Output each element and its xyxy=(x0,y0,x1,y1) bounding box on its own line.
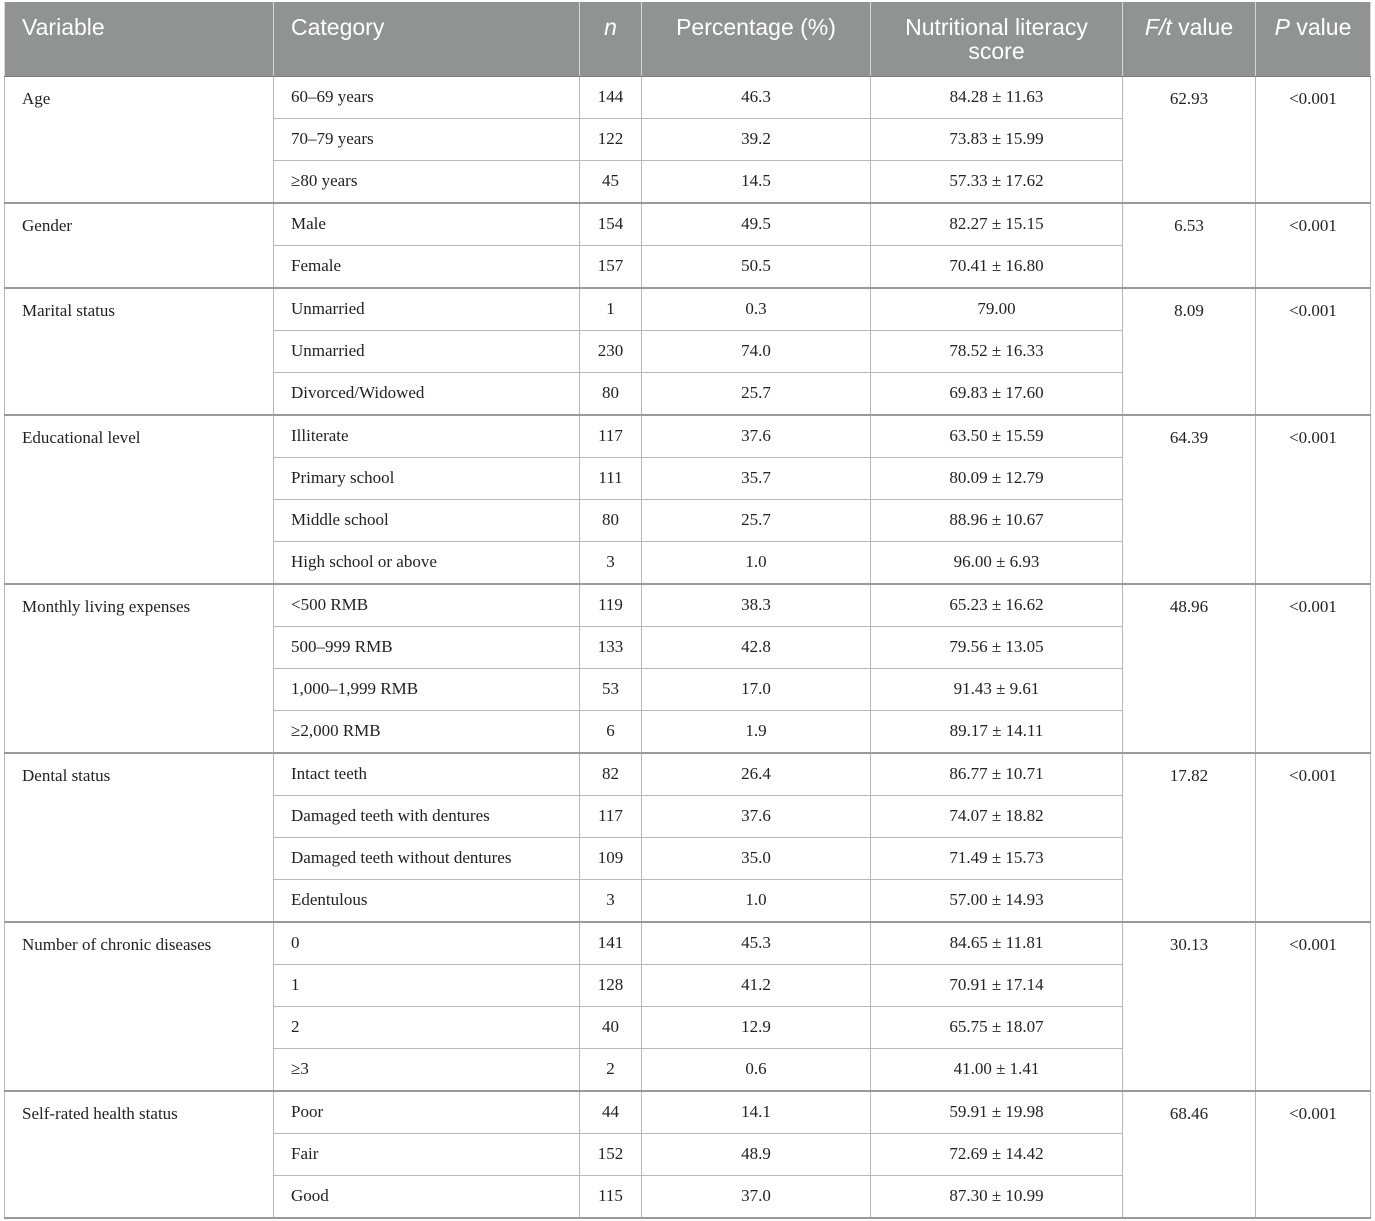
p-value-cell: <0.001 xyxy=(1256,753,1371,922)
p-value-cell: <0.001 xyxy=(1256,288,1371,415)
n-cell: 230 xyxy=(580,330,642,372)
category-cell: ≥3 xyxy=(274,1048,580,1091)
variable-cell: Age xyxy=(5,76,274,203)
score-cell: 79.00 xyxy=(871,288,1123,331)
category-cell: 2 xyxy=(274,1006,580,1048)
variable-cell: Self-rated health status xyxy=(5,1091,274,1218)
table-row xyxy=(5,415,1371,458)
n-cell: 115 xyxy=(580,1175,642,1218)
category-cell: Fair xyxy=(274,1133,580,1175)
n-cell: 109 xyxy=(580,837,642,879)
n-cell: 117 xyxy=(580,415,642,458)
category-cell: 60–69 years xyxy=(274,76,580,118)
score-cell: 84.65 ± 11.81 xyxy=(871,922,1123,965)
n-cell: 152 xyxy=(580,1133,642,1175)
variable-cell: Monthly living expenses xyxy=(5,584,274,753)
percentage-cell: 74.0 xyxy=(642,330,871,372)
score-cell: 57.00 ± 14.93 xyxy=(871,879,1123,922)
group-educational-level xyxy=(5,415,1371,584)
f-t-value-cell: 68.46 xyxy=(1123,1091,1256,1218)
n-cell: 144 xyxy=(580,76,642,118)
header-ft-suffix: value xyxy=(1171,14,1234,40)
n-cell: 122 xyxy=(580,118,642,160)
n-cell: 80 xyxy=(580,499,642,541)
category-cell: 1,000–1,999 RMB xyxy=(274,668,580,710)
score-cell: 71.49 ± 15.73 xyxy=(871,837,1123,879)
n-cell: 154 xyxy=(580,203,642,246)
n-cell: 44 xyxy=(580,1091,642,1134)
category-cell: Good xyxy=(274,1175,580,1218)
category-cell: <500 RMB xyxy=(274,584,580,627)
n-cell: 3 xyxy=(580,541,642,584)
p-value-cell: <0.001 xyxy=(1256,922,1371,1091)
percentage-cell: 49.5 xyxy=(642,203,871,246)
n-cell: 119 xyxy=(580,584,642,627)
n-cell: 128 xyxy=(580,964,642,1006)
variable-cell: Gender xyxy=(5,203,274,288)
table-row xyxy=(5,203,1371,246)
variable-cell: Educational level xyxy=(5,415,274,584)
n-cell: 111 xyxy=(580,457,642,499)
score-cell: 73.83 ± 15.99 xyxy=(871,118,1123,160)
group-dental-status xyxy=(5,753,1371,922)
group-gender xyxy=(5,203,1371,288)
table-header xyxy=(5,2,1371,76)
n-cell: 53 xyxy=(580,668,642,710)
variable-cell: Number of chronic diseases xyxy=(5,922,274,1091)
n-cell: 3 xyxy=(580,879,642,922)
header-n xyxy=(580,2,642,76)
nutritional-literacy-table xyxy=(4,2,1371,1219)
percentage-cell: 41.2 xyxy=(642,964,871,1006)
category-cell: Edentulous xyxy=(274,879,580,922)
n-cell: 141 xyxy=(580,922,642,965)
category-cell: 0 xyxy=(274,922,580,965)
score-cell: 65.75 ± 18.07 xyxy=(871,1006,1123,1048)
header-n-label: n xyxy=(604,14,617,40)
category-cell: Female xyxy=(274,245,580,288)
f-t-value-cell: 30.13 xyxy=(1123,922,1256,1091)
percentage-cell: 14.1 xyxy=(642,1091,871,1134)
category-cell: Poor xyxy=(274,1091,580,1134)
category-cell: ≥80 years xyxy=(274,160,580,203)
score-cell: 63.50 ± 15.59 xyxy=(871,415,1123,458)
score-cell: 86.77 ± 10.71 xyxy=(871,753,1123,796)
category-cell: Unmarried xyxy=(274,288,580,331)
score-cell: 72.69 ± 14.42 xyxy=(871,1133,1123,1175)
table-row xyxy=(5,584,1371,627)
category-cell: Male xyxy=(274,203,580,246)
n-cell: 82 xyxy=(580,753,642,796)
percentage-cell: 25.7 xyxy=(642,499,871,541)
percentage-cell: 37.0 xyxy=(642,1175,871,1218)
variable-cell: Dental status xyxy=(5,753,274,922)
percentage-cell: 1.9 xyxy=(642,710,871,753)
n-cell: 1 xyxy=(580,288,642,331)
percentage-cell: 1.0 xyxy=(642,541,871,584)
header-p-value xyxy=(1256,2,1371,76)
category-cell: Damaged teeth with dentures xyxy=(274,795,580,837)
f-t-value-cell: 62.93 xyxy=(1123,76,1256,203)
category-cell: 500–999 RMB xyxy=(274,626,580,668)
score-cell: 70.41 ± 16.80 xyxy=(871,245,1123,288)
score-cell: 82.27 ± 15.15 xyxy=(871,203,1123,246)
category-cell: ≥2,000 RMB xyxy=(274,710,580,753)
percentage-cell: 50.5 xyxy=(642,245,871,288)
category-cell: Damaged teeth without dentures xyxy=(274,837,580,879)
table-row xyxy=(5,753,1371,796)
group-self-rated-health-status xyxy=(5,1091,1371,1218)
score-cell: 70.91 ± 17.14 xyxy=(871,964,1123,1006)
percentage-cell: 26.4 xyxy=(642,753,871,796)
header-nutritional-literacy-score: Nutritional literacy score xyxy=(871,2,1123,76)
category-cell: Intact teeth xyxy=(274,753,580,796)
n-cell: 157 xyxy=(580,245,642,288)
percentage-cell: 48.9 xyxy=(642,1133,871,1175)
percentage-cell: 35.7 xyxy=(642,457,871,499)
score-cell: 69.83 ± 17.60 xyxy=(871,372,1123,415)
percentage-cell: 45.3 xyxy=(642,922,871,965)
category-cell: Middle school xyxy=(274,499,580,541)
percentage-cell: 1.0 xyxy=(642,879,871,922)
score-cell: 74.07 ± 18.82 xyxy=(871,795,1123,837)
p-value-cell: <0.001 xyxy=(1256,584,1371,753)
header-ft-symbol: F/t xyxy=(1144,14,1172,40)
table-row xyxy=(5,288,1371,331)
n-cell: 80 xyxy=(580,372,642,415)
table-row xyxy=(5,1091,1371,1134)
score-cell: 79.56 ± 13.05 xyxy=(871,626,1123,668)
category-cell: Primary school xyxy=(274,457,580,499)
table-row xyxy=(5,76,1371,118)
p-value-cell: <0.001 xyxy=(1256,415,1371,584)
percentage-cell: 17.0 xyxy=(642,668,871,710)
score-cell: 96.00 ± 6.93 xyxy=(871,541,1123,584)
score-cell: 59.91 ± 19.98 xyxy=(871,1091,1123,1134)
score-cell: 41.00 ± 1.41 xyxy=(871,1048,1123,1091)
variable-cell: Marital status xyxy=(5,288,274,415)
category-cell: High school or above xyxy=(274,541,580,584)
score-cell: 89.17 ± 14.11 xyxy=(871,710,1123,753)
category-cell: Illiterate xyxy=(274,415,580,458)
score-cell: 65.23 ± 16.62 xyxy=(871,584,1123,627)
percentage-cell: 37.6 xyxy=(642,415,871,458)
category-cell: Unmarried xyxy=(274,330,580,372)
score-cell: 91.43 ± 9.61 xyxy=(871,668,1123,710)
group-number-of-chronic-diseases xyxy=(5,922,1371,1091)
n-cell: 6 xyxy=(580,710,642,753)
percentage-cell: 25.7 xyxy=(642,372,871,415)
group-age xyxy=(5,76,1371,203)
n-cell: 133 xyxy=(580,626,642,668)
score-cell: 78.52 ± 16.33 xyxy=(871,330,1123,372)
p-value-cell: <0.001 xyxy=(1256,1091,1371,1218)
header-percentage: Percentage (%) xyxy=(642,2,871,76)
n-cell: 2 xyxy=(580,1048,642,1091)
category-cell: Divorced/Widowed xyxy=(274,372,580,415)
score-cell: 87.30 ± 10.99 xyxy=(871,1175,1123,1218)
percentage-cell: 0.3 xyxy=(642,288,871,331)
table-row xyxy=(5,922,1371,965)
percentage-cell: 12.9 xyxy=(642,1006,871,1048)
header-variable: Variable xyxy=(5,2,274,76)
category-cell: 70–79 years xyxy=(274,118,580,160)
group-monthly-living-expenses xyxy=(5,584,1371,753)
p-value-cell: <0.001 xyxy=(1256,203,1371,288)
percentage-cell: 0.6 xyxy=(642,1048,871,1091)
f-t-value-cell: 17.82 xyxy=(1123,753,1256,922)
f-t-value-cell: 8.09 xyxy=(1123,288,1256,415)
percentage-cell: 35.0 xyxy=(642,837,871,879)
f-t-value-cell: 48.96 xyxy=(1123,584,1256,753)
score-cell: 88.96 ± 10.67 xyxy=(871,499,1123,541)
n-cell: 40 xyxy=(580,1006,642,1048)
n-cell: 45 xyxy=(580,160,642,203)
score-cell: 80.09 ± 12.79 xyxy=(871,457,1123,499)
header-f-t-value xyxy=(1123,2,1256,76)
percentage-cell: 39.2 xyxy=(642,118,871,160)
score-cell: 57.33 ± 17.62 xyxy=(871,160,1123,203)
header-p-suffix: value xyxy=(1289,14,1352,40)
n-cell: 117 xyxy=(580,795,642,837)
percentage-cell: 46.3 xyxy=(642,76,871,118)
p-value-cell: <0.001 xyxy=(1256,76,1371,203)
category-cell: 1 xyxy=(274,964,580,1006)
percentage-cell: 14.5 xyxy=(642,160,871,203)
header-category: Category xyxy=(274,2,580,76)
percentage-cell: 42.8 xyxy=(642,626,871,668)
f-t-value-cell: 6.53 xyxy=(1123,203,1256,288)
score-cell: 84.28 ± 11.63 xyxy=(871,76,1123,118)
header-p-symbol: P xyxy=(1274,14,1290,40)
percentage-cell: 37.6 xyxy=(642,795,871,837)
group-marital-status xyxy=(5,288,1371,415)
f-t-value-cell: 64.39 xyxy=(1123,415,1256,584)
percentage-cell: 38.3 xyxy=(642,584,871,627)
